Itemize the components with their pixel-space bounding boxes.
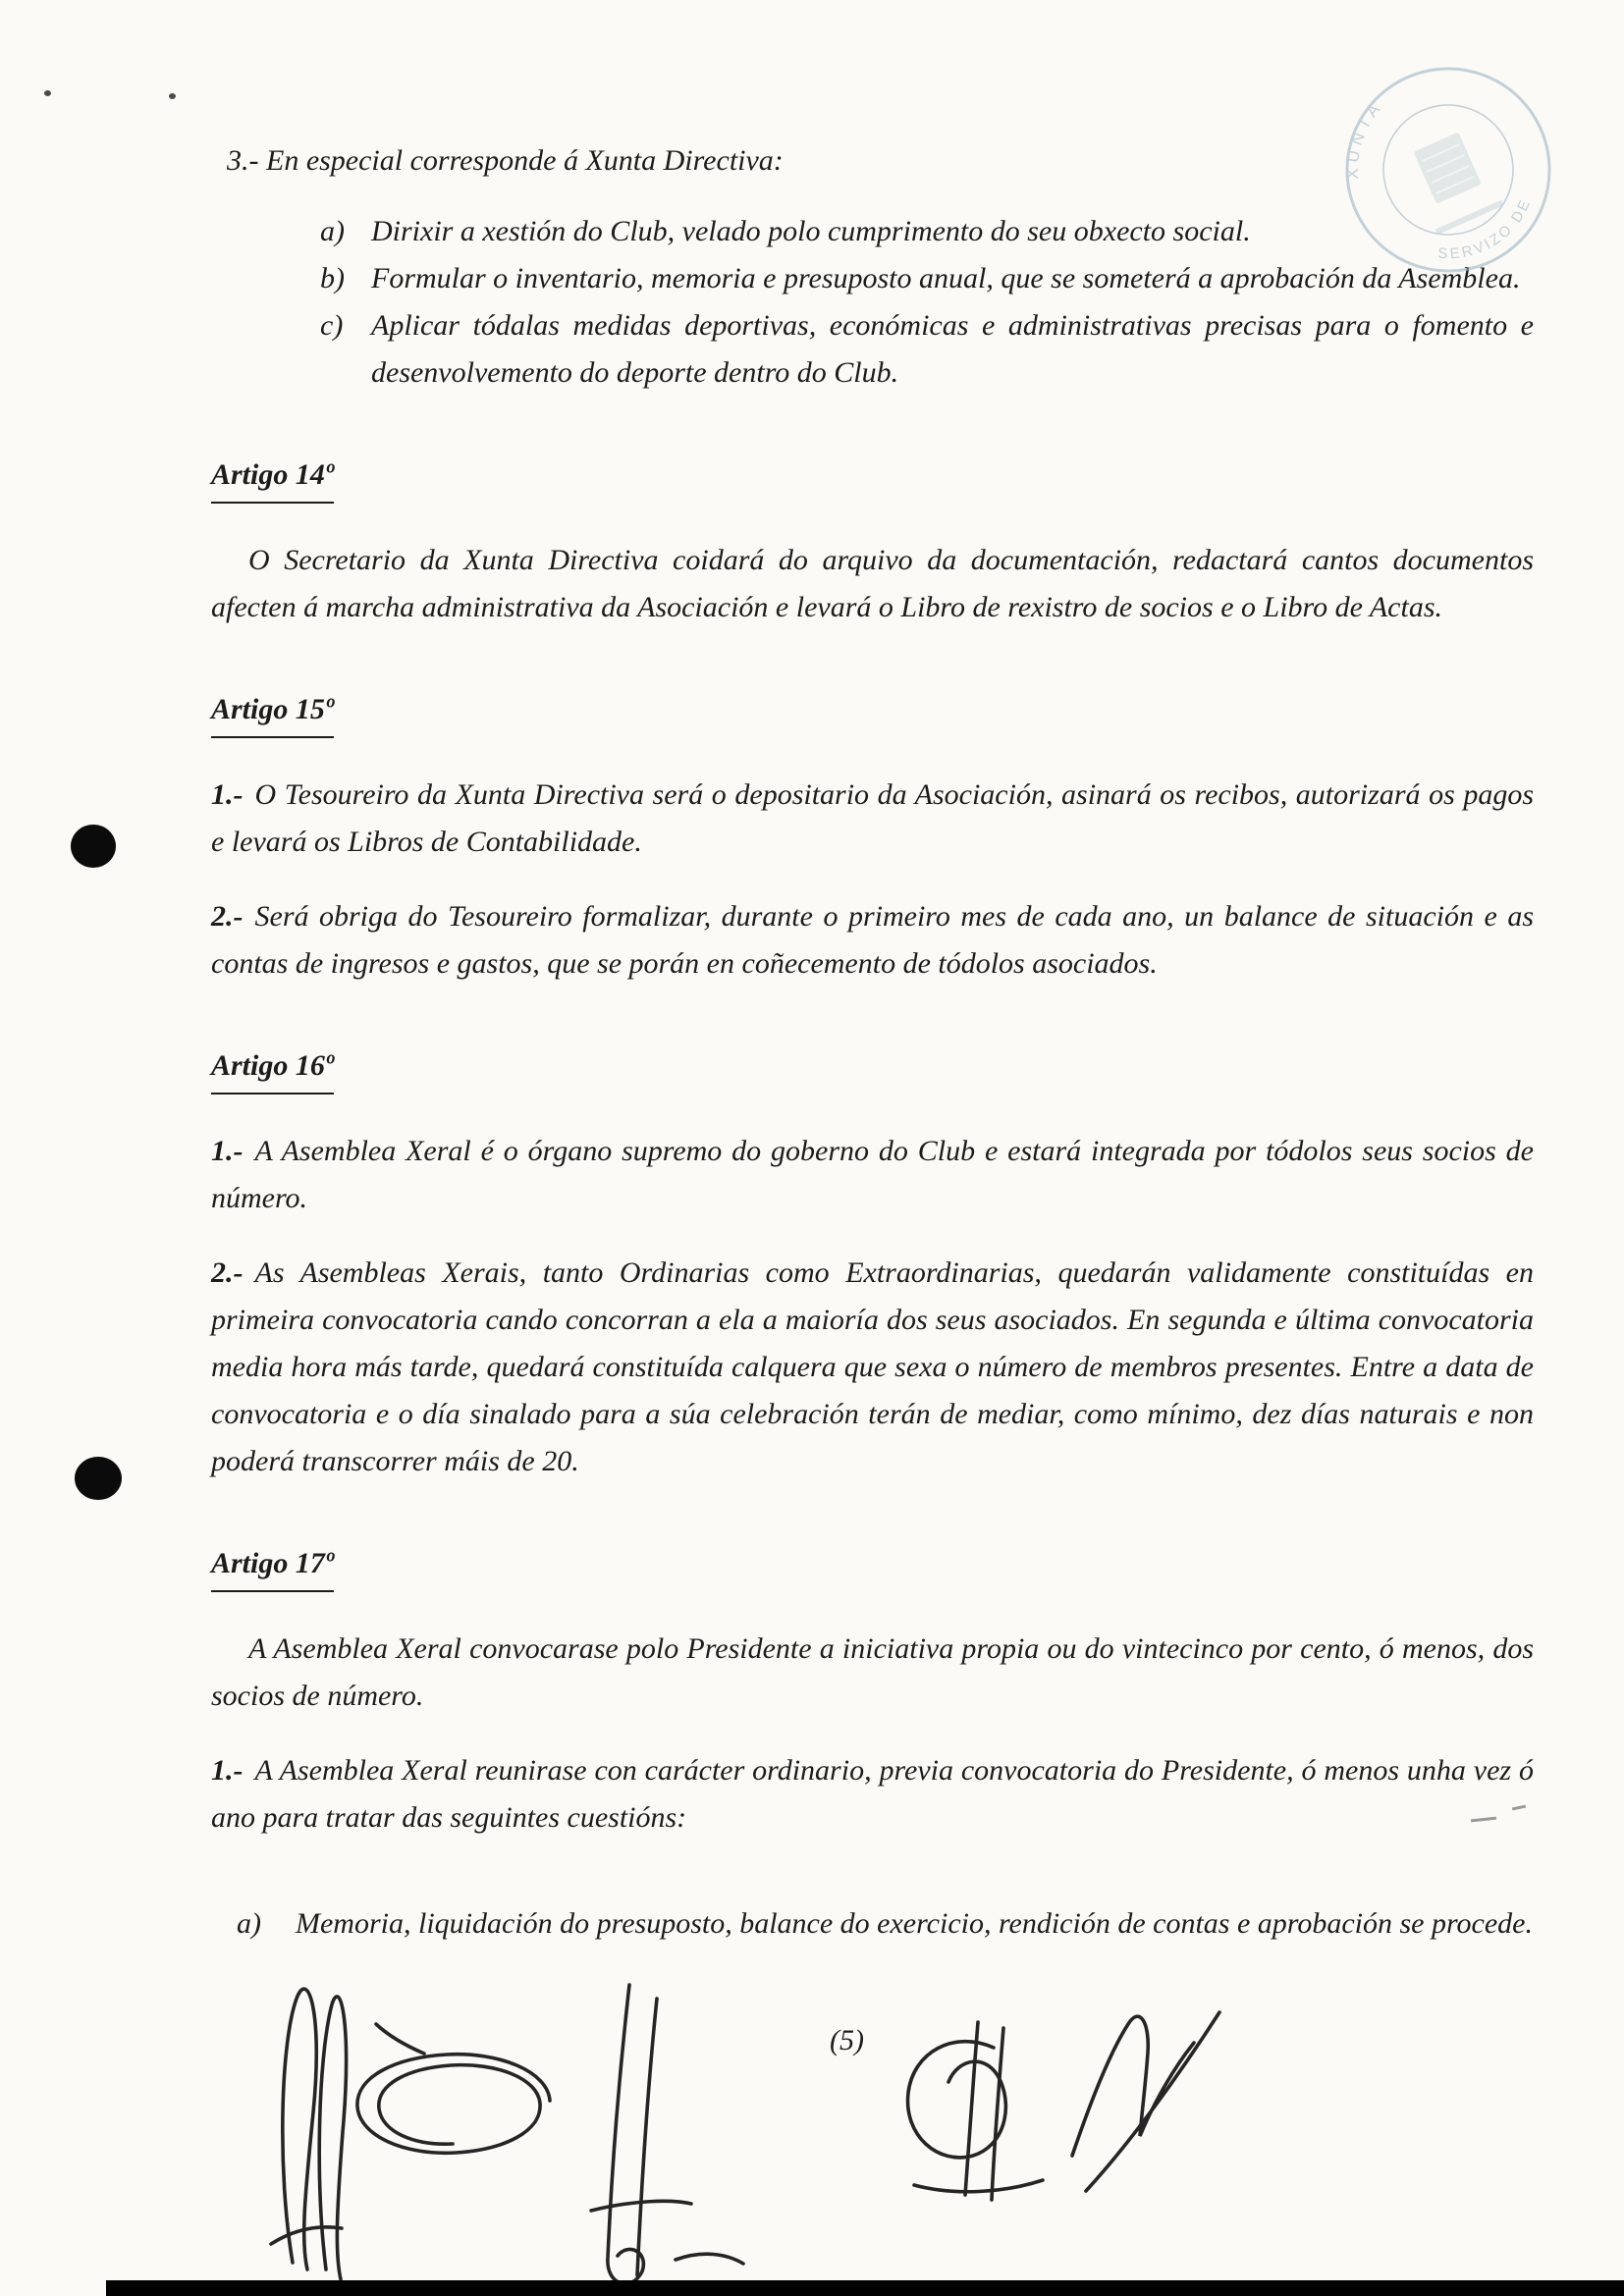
list-item xyxy=(237,1900,1534,1948)
section-heading-text: Artigo 16º xyxy=(211,1042,334,1095)
stamp-text-top: XUNTA xyxy=(1342,96,1387,180)
paragraph-text: O Secretario da Xunta Directiva coidará do arquivo da documentación, redactará cantos documentos afecten á marcha administrativa da Asociación e levará o Libro de rexistro de socios e o Libro de Actas. xyxy=(211,544,1534,623)
signature-1 xyxy=(271,1989,347,2279)
section-heading xyxy=(211,686,1534,738)
list-item-label: a) xyxy=(320,215,345,247)
paragraph-text: Será obriga do Tesoureiro formalizar, durante o primeiro mes de cada ano, un balance de situación e as contas de ingresos e gastos, que se porán en coñecemento de tódolos asociados. xyxy=(211,900,1534,980)
signature-5 xyxy=(1072,2012,1219,2191)
paragraph xyxy=(211,1747,1534,1842)
document-content xyxy=(211,137,1534,1948)
agenda-list xyxy=(237,1900,1534,1948)
signature-2 xyxy=(357,2024,550,2153)
list-item-label: c) xyxy=(320,309,344,342)
clause-heading: 3.- En especial corresponde á Xunta Directiva: xyxy=(227,144,784,177)
paragraph-marker: 1.- xyxy=(211,1135,244,1167)
signature-stroke xyxy=(637,1999,657,2275)
stamp-text-bottom: SERVIZO DE xyxy=(1436,194,1536,263)
signature-stroke xyxy=(271,2227,342,2244)
signature-stroke xyxy=(591,2201,691,2211)
signature-3 xyxy=(591,1985,743,2284)
paragraph xyxy=(211,772,1534,866)
signature-stroke xyxy=(357,2055,550,2154)
signature-4 xyxy=(908,2022,1043,2200)
list-item-text: Dirixir a xestión do Club, velado polo cumprimento do seu obxecto social. xyxy=(371,215,1251,247)
signature-stroke xyxy=(676,2254,743,2264)
hole-punch-mark xyxy=(71,825,116,868)
list-item-label: b) xyxy=(320,262,345,294)
list-item-label: a) xyxy=(237,1907,261,1940)
page-number: (5) xyxy=(830,2024,864,2056)
scan-edge-bar xyxy=(106,2280,1624,2296)
signature-stroke xyxy=(965,2022,978,2195)
paragraph xyxy=(211,1128,1534,1222)
section-heading xyxy=(211,452,1534,504)
paragraph xyxy=(211,893,1534,988)
signature-stroke xyxy=(1072,2016,1194,2156)
list-item-text: Memoria, liquidación do presuposto, balance do exercicio, rendición de contas e aprobación se procede. xyxy=(296,1907,1533,1940)
signature-stroke xyxy=(319,1997,346,2279)
list-item xyxy=(320,255,1534,302)
paragraph-text: A Asemblea Xeral reunirase con carácter ordinario, previa convocatoria do Presidente, ó menos unha vez ó ano para tratar das seguintes cuestións: xyxy=(211,1754,1534,1834)
paragraph xyxy=(211,1250,1534,1485)
signature-stroke xyxy=(908,2042,1006,2158)
list-item xyxy=(320,208,1534,255)
paragraph-text: A Asemblea Xeral convocarase polo Presidente a iniciativa propia ou do vintecinco por cento, ó menos, dos socios de número. xyxy=(211,1632,1534,1712)
scan-speck xyxy=(169,93,176,99)
clause-list xyxy=(320,208,1534,397)
signature-stroke xyxy=(1086,2012,1219,2191)
section-heading xyxy=(211,1540,1534,1592)
paragraph-marker: 1.- xyxy=(211,778,244,811)
paragraph-marker: 2.- xyxy=(211,900,244,933)
section-heading-text: Artigo 17º xyxy=(211,1540,334,1592)
section-heading-text: Artigo 14º xyxy=(211,452,334,504)
paragraph-marker: 1.- xyxy=(211,1754,244,1787)
paragraph xyxy=(211,1626,1534,1720)
section-heading-text: Artigo 15º xyxy=(211,686,334,738)
list-item-text: Formular o inventario, memoria e presuposto anual, que se someterá a aprobación da Asemblea. xyxy=(371,262,1521,294)
paragraph-marker: 2.- xyxy=(211,1256,244,1289)
scan-speck xyxy=(44,90,51,96)
paragraph xyxy=(211,537,1534,631)
signature-stroke xyxy=(608,1985,644,2284)
list-item xyxy=(320,302,1534,397)
paragraph-text: O Tesoureiro da Xunta Directiva será o depositario da Asociación, asinará os recibos, autorizará os pagos e levará os Libros de Contabilidade. xyxy=(211,778,1534,858)
signature-stroke xyxy=(914,2180,1043,2192)
list-item-text: Aplicar tódalas medidas deportivas, económicas e administrativas precisas para o fomento e desenvolvemento do deporte dentro do Club. xyxy=(371,309,1534,389)
section-heading xyxy=(211,1042,1534,1095)
signature-stroke xyxy=(992,2028,1003,2200)
signature-stroke xyxy=(283,1989,316,2269)
signature-stroke xyxy=(376,2024,424,2054)
paragraph-text: As Asembleas Xerais, tanto Ordinarias como Extraordinarias, quedarán validamente constituídas en primeira convocatoria cando concorran a ela a maioría dos seus asociados. En segunda e última convocatoria media hora más tarde, quedará constituída calquera que sexa o número de membros presentes. Entre a data de convocatoria e o día sinalado para a súa celebración terán de mediar, como mínimo, dez días naturais e non poderá transcorrer máis de 20. xyxy=(211,1256,1534,1477)
hole-punch-mark xyxy=(75,1457,122,1500)
paragraph-text: A Asemblea Xeral é o órgano supremo do goberno do Club e estará integrada por tódolos seus socios de número. xyxy=(211,1135,1534,1214)
